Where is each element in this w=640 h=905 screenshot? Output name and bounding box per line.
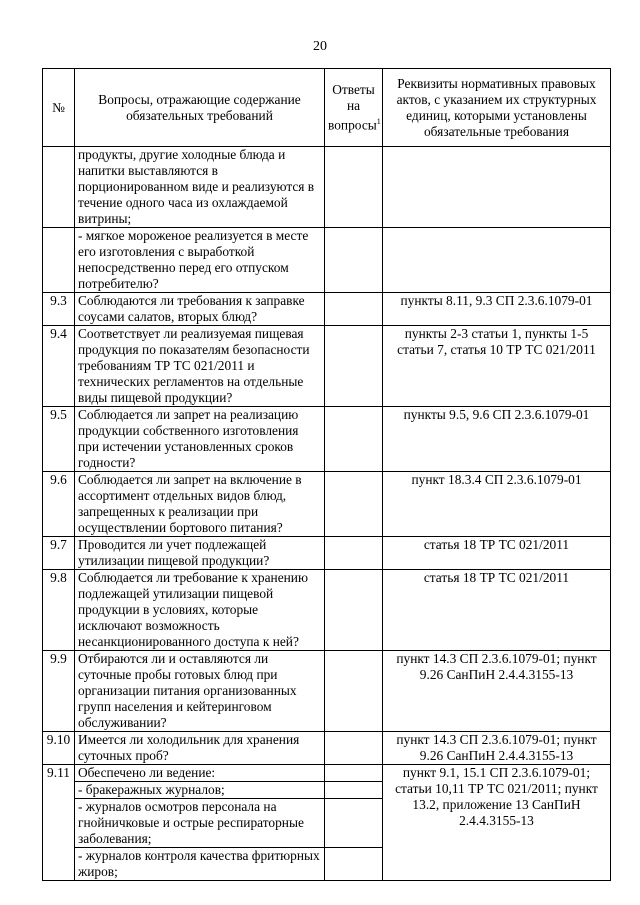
row-answer[interactable]: [325, 293, 383, 326]
row-question: Соблюдаются ли требования к заправке соусами салатов, вторых блюд?: [75, 293, 325, 326]
row-answer[interactable]: [325, 782, 383, 799]
header-num: №: [43, 69, 75, 147]
row-question: Отбираются ли и оставляются ли суточные пробы готовых блюд при организации питания организованных групп населения и кейтеринговом обслуживании?: [75, 651, 325, 732]
row-answer[interactable]: [325, 799, 383, 848]
row-answer[interactable]: [325, 537, 383, 570]
table-row: [43, 147, 611, 228]
row-ref: статья 18 ТР ТС 021/2011: [383, 570, 611, 651]
row-num: 9.4: [43, 326, 75, 407]
table-header-row: [43, 69, 611, 147]
row-ref: пункт 9.1, 15.1 СП 2.3.6.1079-01; статьи 10,11 ТР ТС 021/2011; пункт 13.2, приложение 13 СанПиН 2.4.4.3155-13: [383, 765, 611, 881]
row-answer[interactable]: [325, 228, 383, 293]
row-ref: пункты 9.5, 9.6 СП 2.3.6.1079-01: [383, 407, 611, 472]
row-answer[interactable]: [325, 765, 383, 782]
row-ref: статья 18 ТР ТС 021/2011: [383, 537, 611, 570]
row-ref: [383, 228, 611, 293]
row-num: 9.10: [43, 732, 75, 765]
table-row: [43, 570, 611, 651]
row-question: Соблюдается ли запрет на включение в ассортимент отдельных видов блюд, запрещенных к реализации при осуществлении бортового питания?: [75, 472, 325, 537]
row-question: продукты, другие холодные блюда и напитки выставляются в порционированном виде и реализуются в течение одного часа из охлаждаемой витрины;: [75, 147, 325, 228]
table-row: [43, 472, 611, 537]
row-question: - бракеражных журналов;: [75, 782, 325, 799]
row-num: 9.5: [43, 407, 75, 472]
row-num: [43, 147, 75, 228]
row-ref: пункт 18.3.4 СП 2.3.6.1079-01: [383, 472, 611, 537]
row-question: Проводится ли учет подлежащей утилизации пищевой продукции?: [75, 537, 325, 570]
header-question: Вопросы, отражающие содержание обязательных требований: [75, 69, 325, 147]
row-answer[interactable]: [325, 651, 383, 732]
row-question: Соответствует ли реализуемая пищевая продукция по показателям безопасности требованиям ТР ТС 021/2011 и технических регламентов на отдельные виды пищевой продукции?: [75, 326, 325, 407]
requirements-table: [42, 68, 611, 881]
row-question: Соблюдается ли запрет на реализацию продукции собственного изготовления при истечении установленных сроков годности?: [75, 407, 325, 472]
row-num: 9.3: [43, 293, 75, 326]
table-row: [43, 293, 611, 326]
row-answer[interactable]: [325, 326, 383, 407]
header-ref: Реквизиты нормативных правовых актов, с указанием их структурных единиц, которыми установлены обязательные требования: [383, 69, 611, 147]
table-row: [43, 407, 611, 472]
footnote-mark: 1: [376, 116, 381, 126]
row-ref: пункты 8.11, 9.3 СП 2.3.6.1079-01: [383, 293, 611, 326]
table-row: [43, 651, 611, 732]
row-num: 9.7: [43, 537, 75, 570]
row-answer[interactable]: [325, 407, 383, 472]
row-question: Имеется ли холодильник для хранения суточных проб?: [75, 732, 325, 765]
table-body: [43, 147, 611, 881]
row-num: 9.6: [43, 472, 75, 537]
row-question: - мягкое мороженое реализуется в месте его изготовления с выработкой непосредственно перед его отпуском потребителю?: [75, 228, 325, 293]
page-number: 20: [313, 39, 327, 54]
row-answer[interactable]: [325, 848, 383, 881]
row-answer[interactable]: [325, 147, 383, 228]
row-answer[interactable]: [325, 732, 383, 765]
row-num: 9.9: [43, 651, 75, 732]
row-question: - журналов контроля качества фритюрных жиров;: [75, 848, 325, 881]
table-row: [43, 732, 611, 765]
row-ref: пункт 14.3 СП 2.3.6.1079-01; пункт 9.26 СанПиН 2.4.4.3155-13: [383, 732, 611, 765]
row-num: [43, 228, 75, 293]
row-question: - журналов осмотров персонала на гнойничковые и острые респираторные заболевания;: [75, 799, 325, 848]
row-ref: пункты 2-3 статьи 1, пункты 1-5 статьи 7, статья 10 ТР ТС 021/2011: [383, 326, 611, 407]
row-num: 9.11: [43, 765, 75, 881]
table-row: [43, 228, 611, 293]
row-ref: [383, 147, 611, 228]
row-question: Обеспечено ли ведение:: [75, 765, 325, 782]
row-ref: пункт 14.3 СП 2.3.6.1079-01; пункт 9.26 СанПиН 2.4.4.3155-13: [383, 651, 611, 732]
table-row: [43, 765, 611, 782]
row-num: 9.8: [43, 570, 75, 651]
row-answer[interactable]: [325, 570, 383, 651]
row-answer[interactable]: [325, 472, 383, 537]
header-answer: Ответы на вопросы$^1$: [325, 69, 383, 147]
table-row: [43, 537, 611, 570]
row-question: Соблюдается ли требование к хранению подлежащей утилизации пищевой продукции в условиях, которые исключают возможность несанкционированного доступа к ней?: [75, 570, 325, 651]
table-row: [43, 326, 611, 407]
